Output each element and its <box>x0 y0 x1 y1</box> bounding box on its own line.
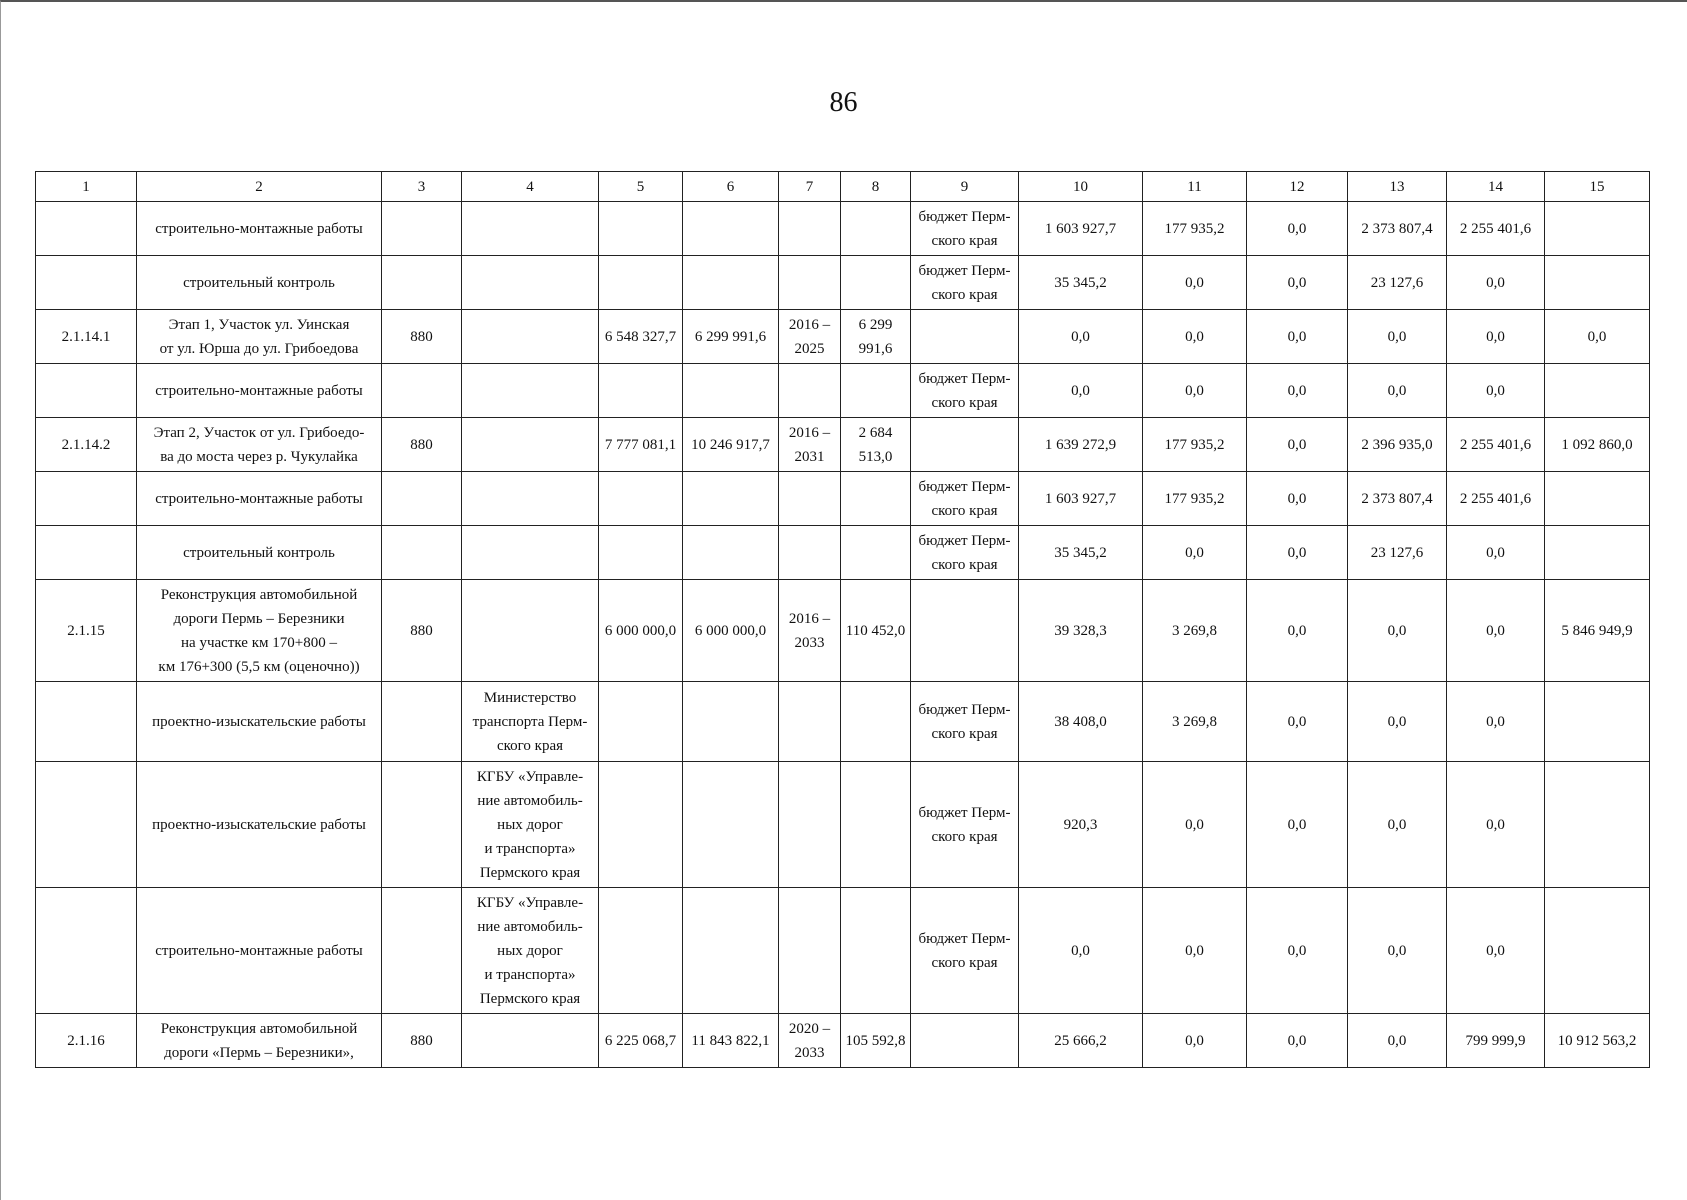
cell-col-11: 0,0 <box>1143 256 1247 310</box>
cell-col-14: 0,0 <box>1447 310 1545 364</box>
cell-col-8 <box>841 682 911 762</box>
cell-col-14: 0,0 <box>1447 762 1545 888</box>
cell-line: и транспорта» <box>484 840 576 857</box>
cell-line: ского края <box>931 556 998 573</box>
cell-line: 2031 <box>794 448 825 465</box>
cell-col-8 <box>841 202 911 256</box>
cell-line: ных дорог <box>497 942 563 959</box>
cell-line: Этап 1, Участок ул. Уинская <box>168 316 350 333</box>
cell-col-15 <box>1545 888 1650 1014</box>
cell-line: бюджет Перм- <box>918 208 1011 225</box>
cell-col-15: 10 912 563,2 <box>1545 1014 1650 1068</box>
cell-col-4 <box>462 682 599 762</box>
cell-col-13: 23 127,6 <box>1348 526 1447 580</box>
cell-line: ва до моста через р. Чукулайка <box>160 448 358 465</box>
cell-col-12: 0,0 <box>1247 682 1348 762</box>
cell-col-2 <box>137 762 382 888</box>
cell-line: 2016 – <box>788 424 831 441</box>
cell-col-6: 11 843 822,1 <box>683 1014 779 1068</box>
cell-col-7 <box>779 364 841 418</box>
cell-line: бюджет Перм- <box>918 262 1011 279</box>
cell-col-11: 177 935,2 <box>1143 472 1247 526</box>
cell-line: строительно-монтажные работы <box>155 490 363 507</box>
cell-line: строительно-монтажные работы <box>155 220 363 237</box>
cell-col-14: 0,0 <box>1447 888 1545 1014</box>
cell-col-12: 0,0 <box>1247 580 1348 682</box>
cell-col-8 <box>841 762 911 888</box>
cell-line: транспорта Перм- <box>472 713 588 730</box>
cell-col-3 <box>382 364 462 418</box>
cell-line: ского края <box>496 737 564 754</box>
cell-col-12: 0,0 <box>1247 364 1348 418</box>
program-table <box>35 171 1650 1068</box>
cell-col-7 <box>779 1014 841 1068</box>
cell-col-13: 23 127,6 <box>1348 256 1447 310</box>
cell-line: ных дорог <box>497 816 563 833</box>
cell-line: проектно-изыскательские работы <box>152 713 366 730</box>
cell-line: Пермского края <box>479 864 581 881</box>
cell-col-4 <box>462 526 599 580</box>
cell-col-2 <box>137 310 382 364</box>
column-header-7: 7 <box>779 172 841 202</box>
cell-col-8 <box>841 256 911 310</box>
cell-col-4 <box>462 888 599 1014</box>
cell-col-3: 880 <box>382 580 462 682</box>
cell-line: 2016 – <box>788 610 831 627</box>
cell-col-4 <box>462 418 599 472</box>
column-header-4: 4 <box>462 172 599 202</box>
cell-col-1 <box>36 888 137 1014</box>
cell-col-12: 0,0 <box>1247 472 1348 526</box>
cell-col-9 <box>911 418 1019 472</box>
table-row <box>36 1014 1650 1068</box>
cell-line: ского края <box>931 232 998 249</box>
cell-col-12: 0,0 <box>1247 762 1348 888</box>
cell-col-1: 2.1.15 <box>36 580 137 682</box>
cell-col-4 <box>462 762 599 888</box>
column-header-9: 9 <box>911 172 1019 202</box>
cell-col-13: 0,0 <box>1348 310 1447 364</box>
cell-col-5 <box>599 526 683 580</box>
cell-col-14: 2 255 401,6 <box>1447 202 1545 256</box>
cell-line: от ул. Юрша до ул. Грибоедова <box>159 340 359 357</box>
table-row <box>36 682 1650 762</box>
cell-col-12: 0,0 <box>1247 256 1348 310</box>
cell-col-10: 35 345,2 <box>1019 526 1143 580</box>
cell-col-6 <box>683 526 779 580</box>
cell-col-8 <box>841 580 911 682</box>
cell-col-8 <box>841 472 911 526</box>
cell-col-13: 0,0 <box>1348 364 1447 418</box>
cell-col-5: 6 548 327,7 <box>599 310 683 364</box>
cell-line: дороги «Пермь – Березники», <box>164 1044 354 1061</box>
cell-line: и транспорта» <box>484 966 576 983</box>
cell-col-4 <box>462 256 599 310</box>
cell-line: ние автомобиль- <box>477 792 583 809</box>
column-header-8: 8 <box>841 172 911 202</box>
cell-col-1 <box>36 202 137 256</box>
cell-col-14: 0,0 <box>1447 682 1545 762</box>
cell-col-7 <box>779 526 841 580</box>
cell-line: Реконструкция автомобильной <box>160 1020 358 1037</box>
cell-line: строительно-монтажные работы <box>155 942 363 959</box>
cell-col-8 <box>841 418 911 472</box>
cell-col-15 <box>1545 364 1650 418</box>
cell-col-2 <box>137 580 382 682</box>
column-header-6: 6 <box>683 172 779 202</box>
cell-line: 2033 <box>794 634 825 651</box>
cell-line: 2033 <box>794 1044 825 1061</box>
cell-col-4 <box>462 580 599 682</box>
cell-col-10: 1 603 927,7 <box>1019 202 1143 256</box>
column-header-1: 1 <box>36 172 137 202</box>
cell-col-1: 2.1.14.2 <box>36 418 137 472</box>
cell-col-11: 0,0 <box>1143 1014 1247 1068</box>
cell-col-14: 2 255 401,6 <box>1447 472 1545 526</box>
cell-line: ского края <box>931 394 998 411</box>
cell-col-8 <box>841 1014 911 1068</box>
table-row <box>36 762 1650 888</box>
column-header-3: 3 <box>382 172 462 202</box>
cell-line: 2020 – <box>788 1020 831 1037</box>
cell-col-6 <box>683 256 779 310</box>
cell-col-8 <box>841 526 911 580</box>
cell-col-1 <box>36 472 137 526</box>
page-number: 86 <box>829 87 858 118</box>
cell-col-15: 0,0 <box>1545 310 1650 364</box>
cell-col-11: 0,0 <box>1143 310 1247 364</box>
cell-col-4 <box>462 472 599 526</box>
cell-col-7 <box>779 202 841 256</box>
cell-col-5 <box>599 682 683 762</box>
cell-col-13: 0,0 <box>1348 888 1447 1014</box>
cell-line: проектно-изыскательские работы <box>152 816 366 833</box>
cell-col-9 <box>911 364 1019 418</box>
cell-col-7 <box>779 762 841 888</box>
cell-col-10: 1 603 927,7 <box>1019 472 1143 526</box>
cell-col-5 <box>599 888 683 1014</box>
cell-line: 513,0 <box>858 448 893 465</box>
cell-col-14: 0,0 <box>1447 256 1545 310</box>
cell-col-5 <box>599 762 683 888</box>
column-header-2: 2 <box>137 172 382 202</box>
cell-col-13: 2 373 807,4 <box>1348 472 1447 526</box>
cell-line: бюджет Перм- <box>918 370 1011 387</box>
cell-col-2 <box>137 888 382 1014</box>
cell-col-6 <box>683 762 779 888</box>
cell-col-2 <box>137 418 382 472</box>
cell-col-2 <box>137 682 382 762</box>
table-body <box>36 172 1650 1068</box>
cell-col-14: 2 255 401,6 <box>1447 418 1545 472</box>
table-row <box>36 580 1650 682</box>
cell-line: КГБУ «Управле- <box>476 894 584 911</box>
column-header-14: 14 <box>1447 172 1545 202</box>
cell-col-3: 880 <box>382 1014 462 1068</box>
cell-col-5: 6 000 000,0 <box>599 580 683 682</box>
cell-col-12: 0,0 <box>1247 526 1348 580</box>
cell-col-7 <box>779 310 841 364</box>
cell-col-1 <box>36 526 137 580</box>
cell-col-15 <box>1545 682 1650 762</box>
cell-line: бюджет Перм- <box>918 804 1011 821</box>
cell-col-6: 6 000 000,0 <box>683 580 779 682</box>
cell-col-1 <box>36 364 137 418</box>
cell-col-13: 2 373 807,4 <box>1348 202 1447 256</box>
cell-col-6 <box>683 364 779 418</box>
cell-col-5 <box>599 202 683 256</box>
cell-line: 2025 <box>794 340 825 357</box>
cell-col-6: 6 299 991,6 <box>683 310 779 364</box>
column-header-10: 10 <box>1019 172 1143 202</box>
cell-col-9 <box>911 526 1019 580</box>
cell-col-9 <box>911 472 1019 526</box>
cell-line: ского края <box>931 954 998 971</box>
cell-line: строительный контроль <box>183 544 335 561</box>
cell-col-7 <box>779 682 841 762</box>
cell-col-12: 0,0 <box>1247 202 1348 256</box>
table-row <box>36 310 1650 364</box>
cell-col-6 <box>683 888 779 1014</box>
column-header-11: 11 <box>1143 172 1247 202</box>
table-row <box>36 418 1650 472</box>
cell-line: 2016 – <box>788 316 831 333</box>
cell-col-13: 0,0 <box>1348 580 1447 682</box>
cell-line: ского края <box>931 502 998 519</box>
table-row <box>36 256 1650 310</box>
cell-col-10: 0,0 <box>1019 310 1143 364</box>
cell-col-9 <box>911 580 1019 682</box>
cell-col-3 <box>382 202 462 256</box>
cell-col-9 <box>911 310 1019 364</box>
cell-line: бюджет Перм- <box>918 930 1011 947</box>
cell-col-14: 0,0 <box>1447 526 1545 580</box>
cell-col-3 <box>382 472 462 526</box>
table-row <box>36 364 1650 418</box>
cell-col-10: 39 328,3 <box>1019 580 1143 682</box>
cell-col-11: 0,0 <box>1143 762 1247 888</box>
cell-col-14: 799 999,9 <box>1447 1014 1545 1068</box>
cell-col-10: 920,3 <box>1019 762 1143 888</box>
cell-col-10: 25 666,2 <box>1019 1014 1143 1068</box>
column-number-row <box>36 172 1650 202</box>
cell-col-4 <box>462 364 599 418</box>
cell-col-6 <box>683 472 779 526</box>
cell-col-2 <box>137 202 382 256</box>
cell-col-13: 0,0 <box>1348 762 1447 888</box>
cell-col-3 <box>382 762 462 888</box>
table-row <box>36 202 1650 256</box>
cell-col-10: 0,0 <box>1019 888 1143 1014</box>
cell-line: бюджет Перм- <box>918 532 1011 549</box>
cell-col-14: 0,0 <box>1447 580 1545 682</box>
cell-line: строительный контроль <box>183 274 335 291</box>
cell-col-12: 0,0 <box>1247 418 1348 472</box>
cell-line: бюджет Перм- <box>918 701 1011 718</box>
cell-col-9 <box>911 762 1019 888</box>
cell-col-2 <box>137 472 382 526</box>
column-header-12: 12 <box>1247 172 1348 202</box>
cell-col-12: 0,0 <box>1247 888 1348 1014</box>
cell-col-3 <box>382 526 462 580</box>
cell-col-15 <box>1545 472 1650 526</box>
cell-col-1 <box>36 256 137 310</box>
cell-col-11: 3 269,8 <box>1143 580 1247 682</box>
cell-col-14: 0,0 <box>1447 364 1545 418</box>
cell-col-15 <box>1545 762 1650 888</box>
cell-col-15 <box>1545 526 1650 580</box>
cell-line: дороги Пермь – Березники <box>173 610 345 627</box>
cell-line: ского края <box>931 828 998 845</box>
cell-line: ского края <box>931 286 998 303</box>
cell-line: Пермского края <box>479 990 581 1007</box>
cell-col-5: 6 225 068,7 <box>599 1014 683 1068</box>
cell-col-5 <box>599 472 683 526</box>
cell-col-4 <box>462 1014 599 1068</box>
cell-col-5 <box>599 256 683 310</box>
cell-col-7 <box>779 418 841 472</box>
cell-col-7 <box>779 888 841 1014</box>
cell-col-10: 38 408,0 <box>1019 682 1143 762</box>
cell-col-1 <box>36 762 137 888</box>
cell-line: 2 684 <box>858 424 893 441</box>
cell-col-15: 1 092 860,0 <box>1545 418 1650 472</box>
cell-line: 110 452,0 <box>845 622 906 639</box>
column-header-15: 15 <box>1545 172 1650 202</box>
cell-line: на участке км 170+800 – <box>181 634 337 651</box>
cell-col-8 <box>841 888 911 1014</box>
cell-col-3: 880 <box>382 310 462 364</box>
table-row <box>36 472 1650 526</box>
cell-line: 991,6 <box>858 340 893 357</box>
cell-col-12: 0,0 <box>1247 1014 1348 1068</box>
cell-line: км 176+300 (5,5 км (оценочно)) <box>158 658 360 675</box>
cell-line: КГБУ «Управле- <box>476 768 584 785</box>
cell-col-5 <box>599 364 683 418</box>
cell-col-2 <box>137 256 382 310</box>
cell-col-13: 2 396 935,0 <box>1348 418 1447 472</box>
cell-col-12: 0,0 <box>1247 310 1348 364</box>
cell-col-7 <box>779 256 841 310</box>
cell-line: 105 592,8 <box>845 1032 906 1049</box>
cell-col-3 <box>382 682 462 762</box>
cell-line: Министерство <box>483 689 577 706</box>
cell-col-15 <box>1545 202 1650 256</box>
cell-col-9 <box>911 1014 1019 1068</box>
cell-line: ского края <box>931 725 998 742</box>
cell-col-7 <box>779 472 841 526</box>
cell-col-6 <box>683 682 779 762</box>
cell-line: Этап 2, Участок от ул. Грибоедо- <box>153 424 365 441</box>
cell-line: ние автомобиль- <box>477 918 583 935</box>
cell-col-11: 0,0 <box>1143 888 1247 1014</box>
cell-col-9 <box>911 256 1019 310</box>
cell-col-13: 0,0 <box>1348 682 1447 762</box>
cell-col-1: 2.1.14.1 <box>36 310 137 364</box>
cell-col-10: 35 345,2 <box>1019 256 1143 310</box>
column-header-13: 13 <box>1348 172 1447 202</box>
cell-col-3: 880 <box>382 418 462 472</box>
cell-col-9 <box>911 682 1019 762</box>
cell-col-1 <box>36 682 137 762</box>
cell-col-10: 0,0 <box>1019 364 1143 418</box>
cell-line: Реконструкция автомобильной <box>160 586 358 603</box>
cell-col-2 <box>137 364 382 418</box>
cell-col-8 <box>841 364 911 418</box>
cell-col-11: 0,0 <box>1143 364 1247 418</box>
column-header-5: 5 <box>599 172 683 202</box>
cell-col-11: 3 269,8 <box>1143 682 1247 762</box>
cell-line: строительно-монтажные работы <box>155 382 363 399</box>
table-row <box>36 526 1650 580</box>
cell-col-9 <box>911 888 1019 1014</box>
cell-col-3 <box>382 256 462 310</box>
cell-col-4 <box>462 310 599 364</box>
cell-col-2 <box>137 526 382 580</box>
cell-line: бюджет Перм- <box>918 478 1011 495</box>
cell-col-6 <box>683 202 779 256</box>
cell-col-11: 177 935,2 <box>1143 418 1247 472</box>
cell-col-9 <box>911 202 1019 256</box>
cell-col-1: 2.1.16 <box>36 1014 137 1068</box>
cell-col-15 <box>1545 256 1650 310</box>
cell-col-15: 5 846 949,9 <box>1545 580 1650 682</box>
cell-col-6: 10 246 917,7 <box>683 418 779 472</box>
cell-col-5: 7 777 081,1 <box>599 418 683 472</box>
cell-col-3 <box>382 888 462 1014</box>
cell-col-8 <box>841 310 911 364</box>
cell-col-13: 0,0 <box>1348 1014 1447 1068</box>
cell-line: 6 299 <box>858 316 893 333</box>
cell-col-7 <box>779 580 841 682</box>
cell-col-2 <box>137 1014 382 1068</box>
cell-col-4 <box>462 202 599 256</box>
cell-col-11: 0,0 <box>1143 526 1247 580</box>
cell-col-11: 177 935,2 <box>1143 202 1247 256</box>
cell-col-10: 1 639 272,9 <box>1019 418 1143 472</box>
table-row <box>36 888 1650 1014</box>
